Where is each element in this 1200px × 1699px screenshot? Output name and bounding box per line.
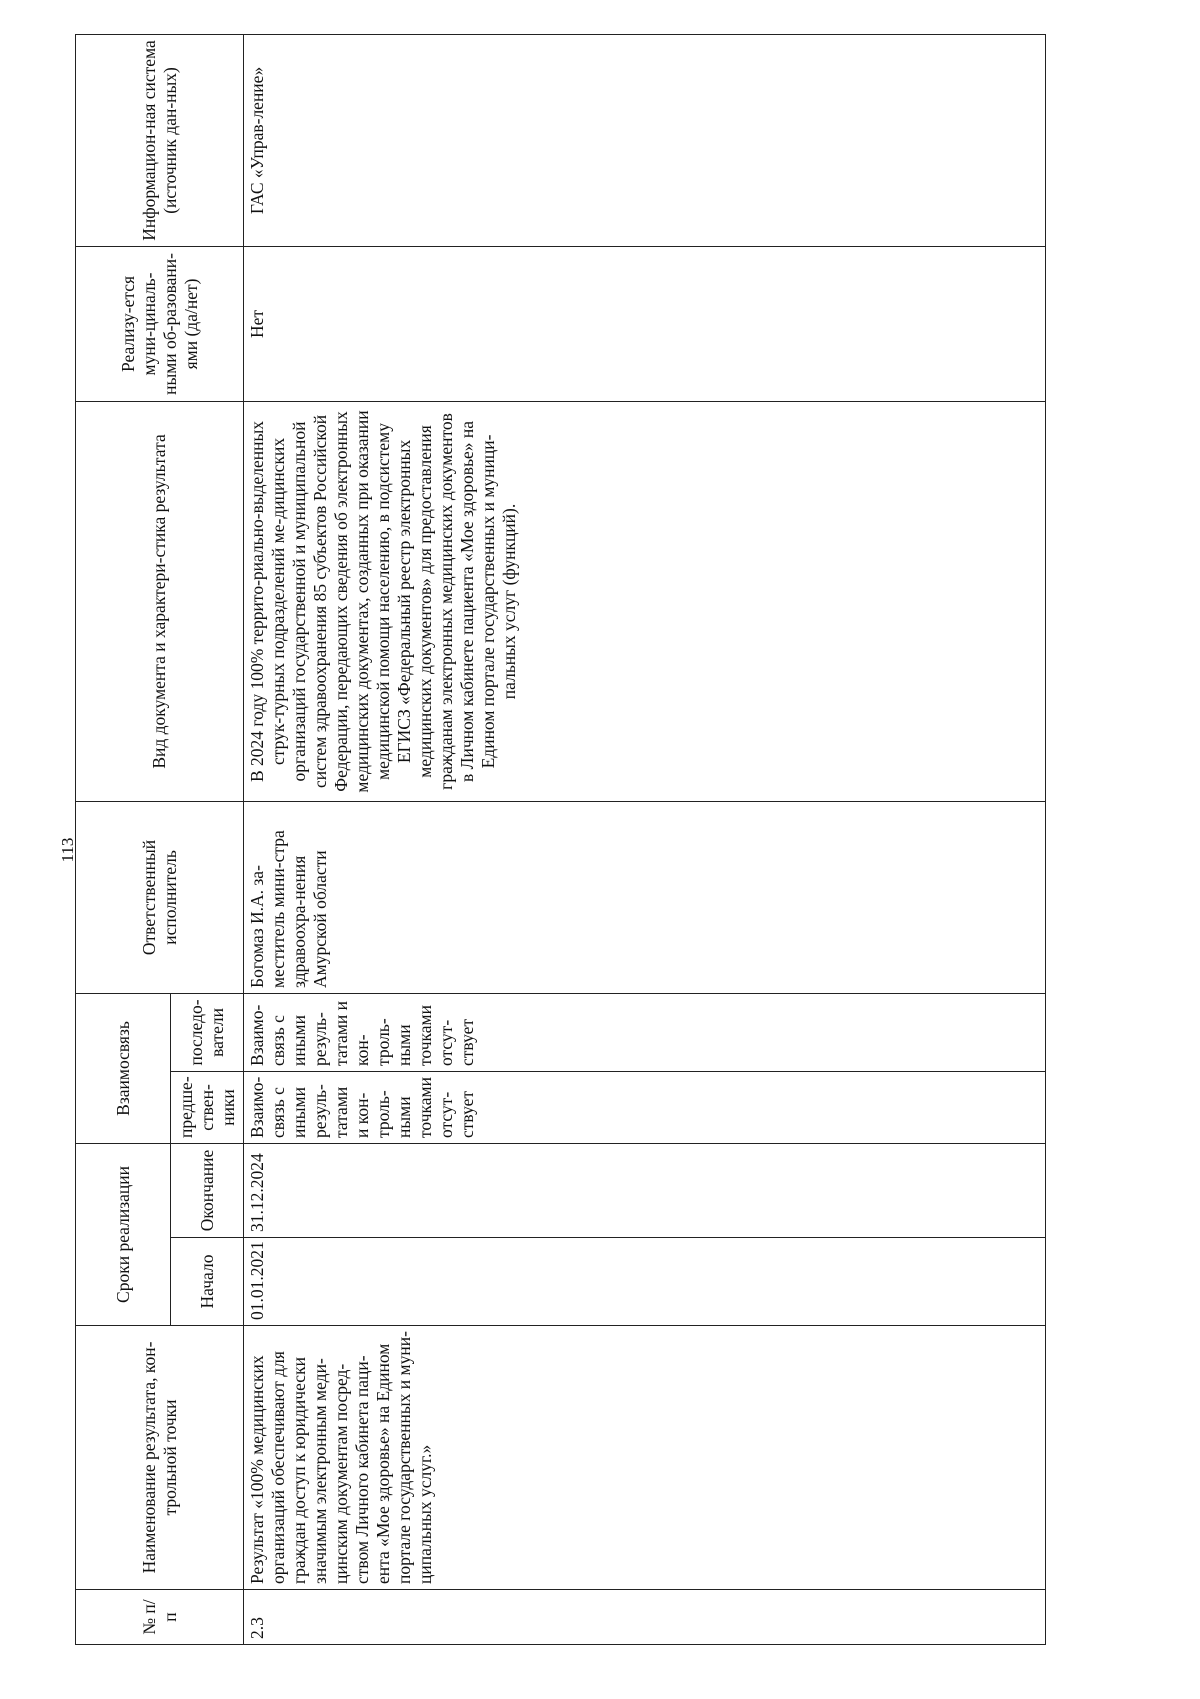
results-table: [75, 34, 1046, 1645]
header-info-system: Информацион-ная система (источник дан-ных): [76, 34, 244, 246]
cell-responsible: Богомаз И.А. за-меститель мини-стра здравоохра-нения Амурской области: [244, 801, 1046, 993]
rotated-table-container: [75, 35, 1075, 1645]
header-successors: последо-ватели: [171, 993, 244, 1071]
header-municipal: Реализу-ется муни-циналь-ными об-разовани-ями (да/нет): [76, 246, 244, 401]
cell-end: 31.12.2024: [244, 1143, 1046, 1237]
cell-predecessors: Взаимо-связь с иными резуль-татами и кон-троль-ными точками отсут-ствует: [244, 1071, 1046, 1143]
header-predecessors: предше-ствен-ники: [171, 1071, 244, 1143]
cell-num: 2.3: [244, 1590, 1046, 1645]
header-responsible: Ответственный исполнитель: [76, 801, 244, 993]
cell-info-system: ГАС «Управ-ление»: [244, 34, 1046, 246]
cell-name: Результат «100% медицинских организаций обеспечивают для граждан доступ к юридически значимым электронным меди-цинским документам посред-ством Личного кабинета паци-ента «Мое здоровье» на Едином портале государственных и муни-ципальных услуг.»: [244, 1326, 1046, 1590]
cell-municipal: Нет: [244, 246, 1046, 401]
header-name: Наименование результата, кон-трольной точки: [76, 1326, 244, 1590]
cell-start: 01.01.2021: [244, 1238, 1046, 1326]
table-row: [244, 34, 1046, 1644]
header-start: Начало: [171, 1238, 244, 1326]
cell-successors: Взаимо-связь с иными резуль-татами и кон-троль-ными точками отсут-ствует: [244, 993, 1046, 1071]
header-doc-type: Вид документа и характери-стика результата: [76, 401, 244, 801]
header-terms: Сроки реализации: [76, 1143, 171, 1325]
page-number: 113: [58, 837, 77, 863]
cell-doc-type: В 2024 году 100% террито-риально-выделенных струк-турных подразделений ме-дицинских организаций государственной и муниципальной систем здравоохранения 85 субъектов Российской Федерации, передающих сведения об электронных медицинских документах, созданных при оказании медицинской помощи населению, в подсистему ЕГИСЗ «Федеральный реестр электронных медицинских документов» для предоставления гражданам электронных медицинских документов в Личном кабинете пациента «Мое здоровье» на Едином портале государственных и муници-пальных услуг (функций).: [244, 401, 1046, 801]
header-relation: Взаимосвязь: [76, 993, 171, 1143]
header-end: Окончание: [171, 1143, 244, 1237]
header-num: № п/п: [76, 1590, 244, 1645]
